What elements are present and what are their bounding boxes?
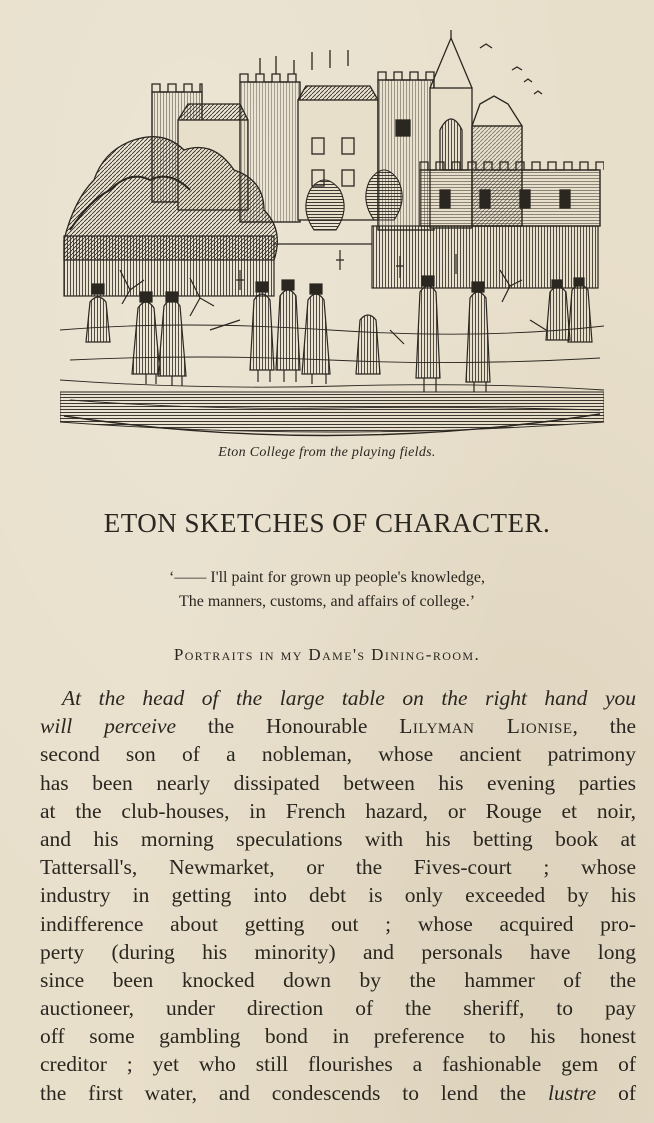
body-line-11: since been knocked down by the hammer of the [40, 967, 636, 992]
body-line-2 [40, 712, 636, 740]
body-line-15-end: of [596, 1080, 636, 1105]
body-line-8: industry in getting into debt is only exceeded by his [40, 883, 636, 908]
chapter-title: ETON SKETCHES OF CHARACTER. [103, 508, 551, 538]
illustration-caption: Eton College from the playing fields. [218, 445, 436, 460]
body-line-4: has been nearly dissipated between his evening parties [40, 770, 636, 795]
body-line-15 [40, 1079, 636, 1107]
body-line-10: perty (during his minority) and personals have long [40, 939, 636, 964]
field-walls [64, 226, 598, 296]
body-line-14: creditor ; yet who still flourishes a fashionable gem of [40, 1052, 636, 1077]
body-line-1-italic: At the head of the large table on the right hand you [62, 686, 636, 710]
body-line-5: at the club-houses, in French hazard, or Rouge et noir, [40, 798, 636, 823]
body-line-7: Tattersall's, Newmarket, or the Fives-court ; whose [40, 855, 636, 880]
epigraph-line-1: ‘—— I'll paint for grown up people's knowledge, [169, 569, 485, 586]
body-line-15-italic: lustre [548, 1080, 597, 1105]
body-line-15-text: the first water, and condescends to lend the [40, 1080, 548, 1105]
body-line-9: indifference about getting out ; whose acquired pro- [40, 911, 636, 936]
body-line-1 [40, 684, 636, 712]
engraving-illustration [60, 30, 604, 440]
body-line-3: second son of a nobleman, whose ancient patrimony [40, 742, 636, 767]
epigraph-line-2: The manners, customs, and affairs of college.’ [178, 593, 476, 610]
body-line-13: off some gambling bond in preference to his honest [40, 1024, 636, 1049]
body-line-2-name: Lilyman Lionise [399, 714, 573, 739]
body-line-2-text: the Honourable [176, 714, 400, 739]
body-line-2-end: , the [572, 714, 636, 739]
body-text [40, 684, 636, 1107]
body-line-12: auctioneer, under direction of the sheriff, to pay [40, 996, 636, 1021]
body-line-2-italic: will perceive [40, 714, 177, 739]
body-line-6: and his morning speculations with his betting book at [40, 826, 636, 851]
section-subtitle: Portraits in my Dame's Dining-room. [173, 645, 481, 664]
epigraph [0, 566, 654, 614]
